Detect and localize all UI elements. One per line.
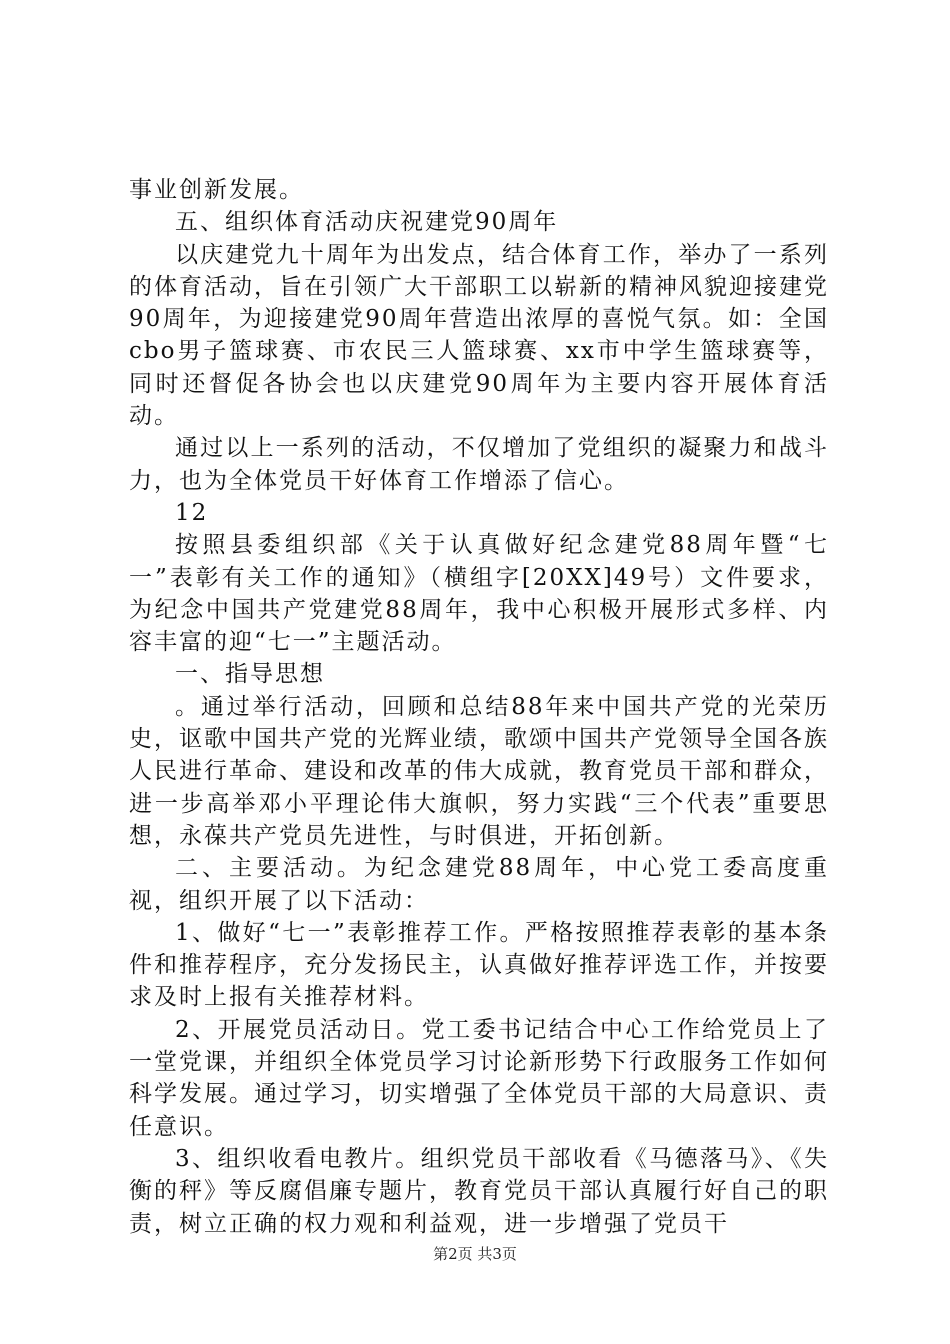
paragraph-sports-activities: 以庆建党九十周年为出发点，结合体育工作，举办了一系列的体育活动，旨在引领广大干部职工以崭新的精神风貌迎接建党90周年，为迎接建党90周年营造出浓厚的喜悦气氛。如：全国cbo男子篮球赛、市农民三人篮球赛、xx市中学生篮球赛等，同时还督促各协会也以庆建党90周年为主要内容开展体育活动。 <box>129 241 829 430</box>
list-item-commendation: 1、做好“七一”表彰推荐工作。严格按照推荐表彰的基本条件和推荐程序，充分发扬民主，认真做好推荐评选工作，并按要求及时上报有关推荐材料。 <box>129 919 829 1011</box>
section-heading-main-activities: 二、主要活动。为纪念建党88周年，中心党工委高度重视，组织开展了以下活动： <box>129 855 829 914</box>
paragraph-continuation: 事业创新发展。 <box>129 177 304 203</box>
list-item-film-viewing: 3、组织收看电教片。组织党员干部收看《马德落马》、《失衡的秤》等反腐倡廉专题片，教育党员干部认真履行好自己的职责，树立正确的权力观和利益观，进一步增强了党员干 <box>129 1145 829 1237</box>
section-heading-sports: 五、组织体育活动庆祝建党90周年 <box>175 209 559 236</box>
paragraph-summary: 通过以上一系列的活动，不仅增加了党组织的凝聚力和战斗力，也为全体党员干好体育工作增添了信心。 <box>129 435 829 494</box>
paragraph-guiding-thought: 。通过举行活动，回顾和总结88年来中国共产党的光荣历史，讴歌中国共产党的光辉业绩，歌颂中国共产党领导全国各族人民进行革命、建设和改革的伟大成就，教育党员干部和群众，进一步高举邓小平理论伟大旗帜，努力实践“三个代表”重要思想，永葆共产党员先进性，与时俱进，开拓创新。 <box>129 693 829 849</box>
section-heading-guiding-thought: 一、指导思想 <box>175 661 325 688</box>
document-body <box>129 174 829 1240</box>
list-item-party-day: 2、开展党员活动日。党工委书记结合中心工作给党员上了一堂党课，并组织全体党员学习讨论新形势下行政服务工作如何科学发展。通过学习，切实增强了全体党员干部的大局意识、责任意识。 <box>129 1016 829 1140</box>
paragraph-intro: 按照县委组织部《关于认真做好纪念建党88周年暨“七一”表彰有关工作的通知》（横组字[20XX]49号）文件要求，为纪念中国共产党建党88周年，我中心积极开展形式多样、内容丰富的迎“七一”主题活动。 <box>129 532 829 656</box>
paragraph-number: 12 <box>175 499 209 526</box>
page-footer: 第2页 共3页 <box>433 1245 517 1263</box>
